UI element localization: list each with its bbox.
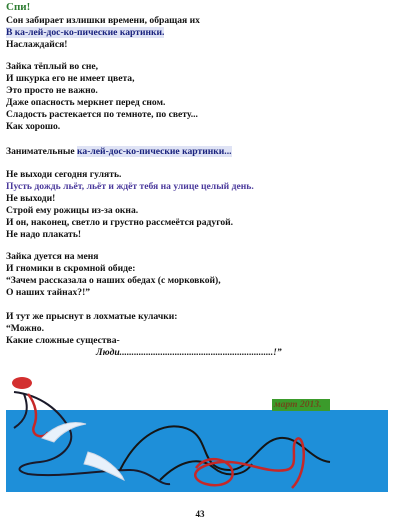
poem-line-12: Пусть дождь льёт, льёт и ждёт тебя на улице целый день. bbox=[6, 181, 254, 192]
poem-line-17: Зайка дуется на меня bbox=[6, 251, 99, 262]
poem-line-14: Строй ему рожицы из-за окна. bbox=[6, 205, 139, 216]
red-hat bbox=[12, 377, 32, 389]
poem-line-1: Сон забирает излишки времени, обращая их bbox=[6, 15, 200, 26]
poem-line-22: “Можно. bbox=[6, 323, 44, 334]
highlighted-text: В ка-лей-дос-ко-пические картинки. bbox=[6, 27, 165, 38]
poem-line-11: Не выходи сегодня гулять. bbox=[6, 169, 122, 180]
highlighted-text: ка-лей-дос-ко-пические картинки... bbox=[77, 146, 232, 157]
poem-line-24: Люди................................................................!” bbox=[96, 347, 282, 358]
poem-line-16: Не надо плакать! bbox=[6, 229, 82, 240]
poem-line-8: Сладость растекается по темноте, по свету... bbox=[6, 109, 198, 120]
poem-line-4: Зайка тёплый во сне, bbox=[6, 61, 99, 72]
poem-line-23: Какие сложные существа- bbox=[6, 335, 120, 346]
poem-title: Спи! bbox=[6, 1, 31, 13]
poem-line-13: Не выходи! bbox=[6, 193, 56, 204]
poem-line-21: И тут же прыснут в лохматые кулачки: bbox=[6, 311, 178, 322]
poem-line-5: И шкурка его не имеет цвета, bbox=[6, 73, 135, 84]
poem-line-20: О наших тайнах?!” bbox=[6, 287, 91, 298]
page-number: 43 bbox=[195, 509, 205, 519]
poem-line-19: “Зачем рассказала о наших обедах (с морковкой), bbox=[6, 275, 221, 286]
poem-line-7: Даже опасность меркнет перед сном. bbox=[6, 97, 166, 108]
poem-line-15: И он, наконец, светло и грустно рассмеётся радугой. bbox=[6, 217, 234, 228]
poem-line-9: Как хорошо. bbox=[6, 121, 61, 132]
poem-line-6: Это просто не важно. bbox=[6, 85, 98, 96]
date-badge: март 2013. bbox=[274, 399, 322, 410]
poem-line-3: Наслаждайся! bbox=[6, 39, 68, 50]
poem-line-18: И гномики в скромной обиде: bbox=[6, 263, 136, 274]
poem-line-10-text: Занимательные bbox=[6, 146, 78, 157]
